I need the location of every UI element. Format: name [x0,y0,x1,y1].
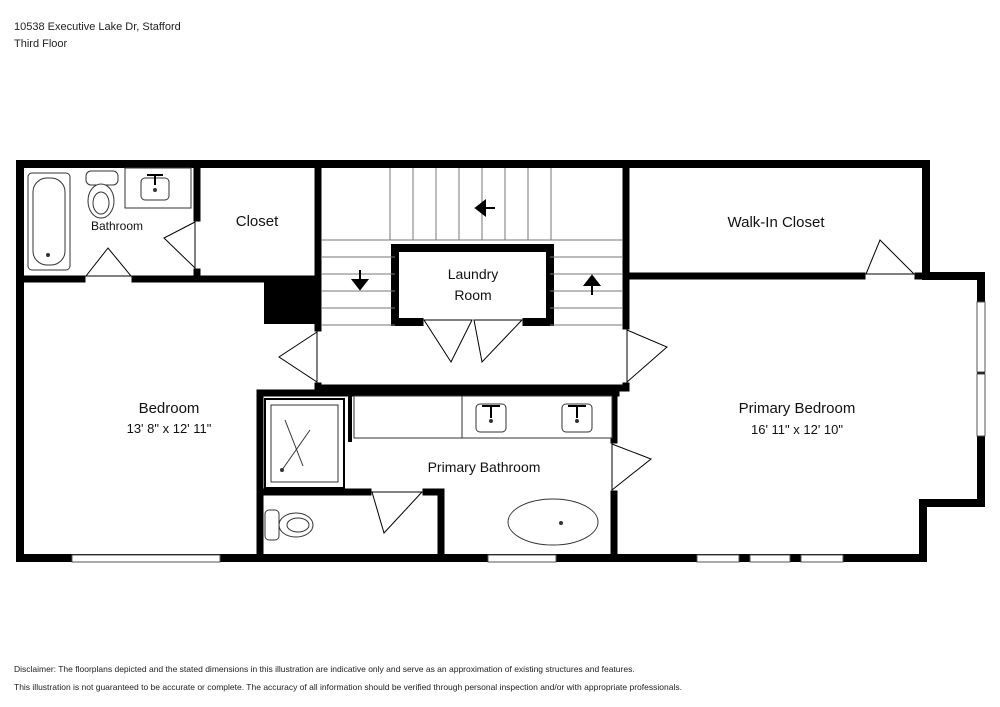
room-label-bathroom: Bathroom [90,219,144,233]
laundry-room-walls [395,248,550,322]
stair-arrow-down-icon [353,270,367,289]
room-label-primary-bedroom: Primary Bedroom [738,400,856,417]
room-label-laundry-1: Laundry [447,266,499,282]
room-label-primary-bathroom: Primary Bathroom [427,459,541,475]
room-label-closet: Closet [235,213,279,230]
room-dimensions-bedroom: 13' 8" x 12' 11" [126,421,212,436]
structural-column [264,276,317,324]
room-label-walk-in-closet: Walk-In Closet [727,214,825,231]
bathtub-icon [28,173,70,270]
sink-icon [125,168,191,208]
disclaimer-line-2: This illustration is not guaranteed to be accurate or complete. The accuracy of all information should be verified through personal inspection and/or with appropriate professionals. [14,682,682,692]
bathtub-icon [508,499,598,545]
walls [20,164,981,558]
room-label-bedroom: Bedroom [138,400,200,417]
shower-icon [265,399,344,488]
double-vanity-icon [354,396,612,438]
disclaimer-line-1: Disclaimer: The floorplans depicted and the stated dimensions in this illustration are indicative only and serve as an approximation of existing structures and features. [14,664,635,674]
address-text: 10538 Executive Lake Dr, Stafford [14,21,181,33]
floor-title: Third Floor [14,38,68,50]
room-dimensions-primary-bedroom: 16' 11" x 12' 10" [750,422,844,437]
stair-arrow-up-icon [585,276,599,295]
stair-arrow-left-icon [476,201,495,215]
toilet-icon [265,510,313,540]
toilet-icon [86,171,118,218]
room-label-laundry-2: Room [454,287,492,303]
